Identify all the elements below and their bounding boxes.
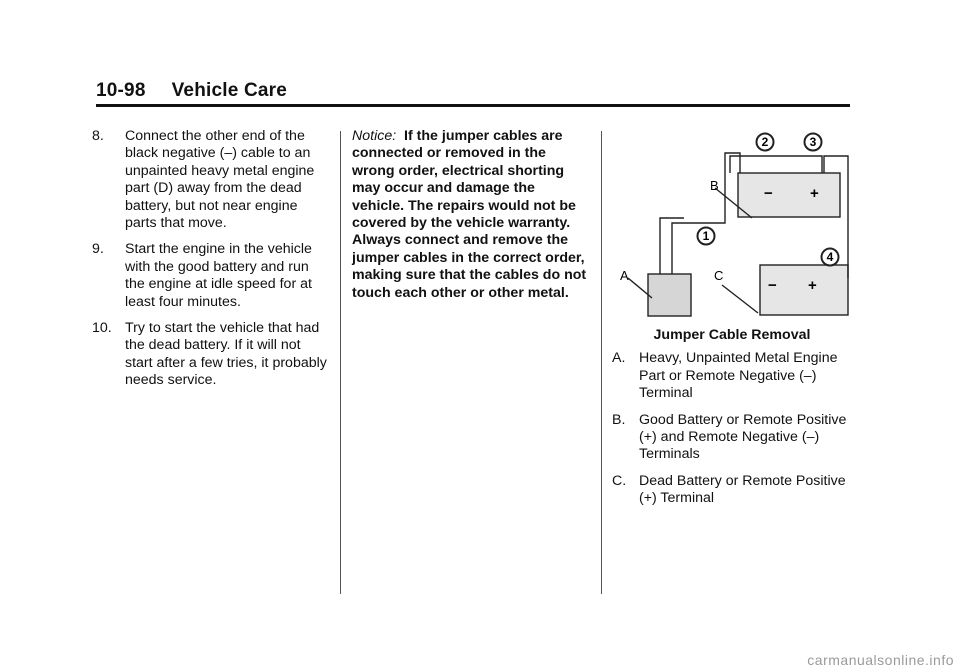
engine-part [648,274,691,316]
callout-4: 4 [826,250,834,264]
step-number: 9. [92,241,104,258]
jumper-cable-diagram [612,128,852,323]
step-number: 10. [92,320,112,337]
notice-label: Notice: [352,128,397,144]
page-header [96,80,287,102]
header-rule [96,104,850,107]
good-battery [738,173,840,217]
legend-text: Good Battery or Remote Positive (+) and Remote Negative (–) Terminals [639,411,847,463]
legend-item [612,412,852,464]
label-c: C [714,268,724,283]
step-item [92,320,330,390]
notice-column [352,128,590,302]
step-item [92,241,330,311]
step-number: 8. [92,128,104,144]
steps-column [92,128,330,399]
legend-letter: A. [612,350,626,367]
callout-3: 3 [809,135,817,149]
callout-1: 1 [702,229,710,243]
step-text: Start the engine in the vehicle with the good battery and run the engine at idle speed for at least four minutes. [125,241,312,310]
label-a: A [620,268,629,283]
step-item [92,128,330,232]
legend-text: Heavy, Unpainted Metal Engine Part or Remote Negative (–) Terminal [639,350,838,402]
column-divider-1 [340,131,341,594]
watermark: carmanualsonline.info [807,652,954,668]
figure-legend-column [612,327,852,517]
dead-battery-minus: − [768,277,777,294]
label-b: B [710,178,719,193]
legend-item [612,473,852,508]
notice-text: If the jumper cables are connected or removed in the wrong order, electrical shorting may occur and damage the vehicle. The repairs would not be covered by the vehicle warranty. Always connect and remove the jumper cables in the correct order, making sure that the cables do not touch each other or other metal. [352,128,587,301]
step-text: Connect the other end of the black negative (–) cable to an unpainted heavy metal engine part (D) away from the dead battery, but not near engine parts that move. [125,128,315,232]
page-number: 10-98 [96,80,146,101]
legend-letter: B. [612,411,626,428]
figure-caption: Jumper Cable Removal [653,327,811,343]
column-divider-2 [601,131,602,594]
section-title: Vehicle Care [171,80,288,101]
dead-battery-plus: + [808,277,817,294]
step-text: Try to start the vehicle that had the dead battery. If it will not start after a few tries, it probably needs service. [125,320,327,389]
legend-letter: C. [612,472,627,489]
legend-text: Dead Battery or Remote Positive (+) Terminal [639,472,846,507]
good-battery-minus: − [764,185,773,202]
legend-item [612,350,852,402]
callout-2: 2 [761,135,769,149]
good-battery-plus: + [810,185,819,202]
